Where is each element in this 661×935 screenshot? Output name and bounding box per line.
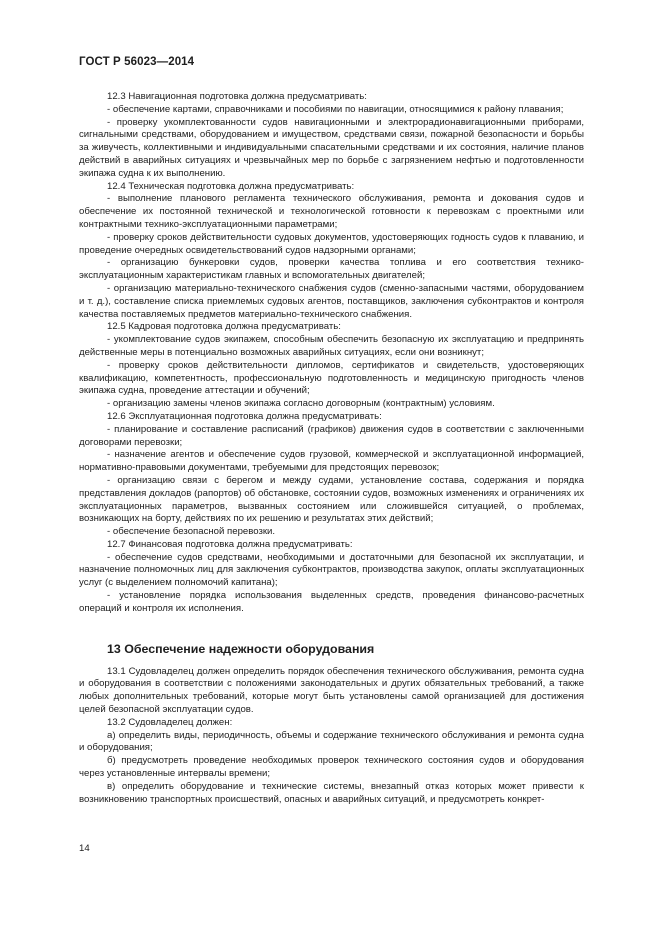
page-number: 14	[79, 843, 90, 854]
paragraph: 13.2 Судовладелец должен:	[107, 716, 233, 728]
paragraph: в) определить оборудование и технические системы, внезапный отказ которых может привести к возникновению транспортных происшествий, опасных и аварийных ситуаций, и предусмотреть конкрет-	[79, 780, 584, 805]
paragraph: 12.6 Эксплуатационная подготовка должна предусматривать:	[107, 410, 382, 422]
paragraph: а) определить виды, периодичность, объемы и содержание технического обслуживания и ремонта судна и оборудования;	[79, 729, 584, 754]
paragraph: 12.3 Навигационная подготовка должна предусматривать:	[107, 91, 367, 102]
paragraph: б) предусмотреть проведение необходимых проверок технического состояния судов и оборудования через установленные интервалы времени;	[79, 755, 584, 780]
paragraph: - планирование и составление расписаний (графиков) движения судов в соответствии с заключенными договорами перевозки;	[79, 423, 584, 448]
paragraph: - проверку сроков действительности дипломов, сертификатов и свидетельств, удостоверяющих квалификацию, компетентность, профессиональную подготовленность и медицинскую пригодность членов экипажа судна, проведение аттестации и обучений;	[79, 359, 584, 397]
paragraph: - организацию материально-технического снабжения судов (сменно-запасными частями, оборудованием и т. д.), составление списка приемлемых судовых агентов, поставщиков, заключения субконтрактов и контроля качества поставляемых предметов материально-технического снабжения.	[79, 282, 584, 320]
document-header: ГОСТ Р 56023—2014	[79, 56, 195, 68]
paragraph: - обеспечение картами, справочниками и пособиями по навигации, относящимися к району плавания;	[107, 103, 564, 115]
paragraph: - организацию замены членов экипажа согласно договорным (контрактным) условиям.	[107, 398, 495, 410]
section-title: 13 Обеспечение надежности оборудования	[107, 641, 375, 656]
document-body	[79, 91, 584, 806]
paragraph: - проверку укомплектованности судов навигационными и электрорадионавигационными приборами, сигнальными средствами, оборудованием и имуществом, средствами связи, пожарной безопасности и борьбы за живучесть, коллективными и индивидуальными спасательными средствами и их состояния, наличие планов действий в аварийных ситуациях и чрезвычайных мер по борьбе с загрязнением нефтью и подготовленности экипажа судна к их выполнению.	[79, 116, 584, 179]
paragraph: 12.4 Техническая подготовка должна предусматривать:	[107, 180, 355, 192]
paragraph: 12.5 Кадровая подготовка должна предусматривать:	[107, 321, 341, 333]
paragraph: - организацию связи с берегом и между судами, установление состава, содержания и порядка представления докладов (рапортов) об обстановке, состоянии судов, возможных изменениях и ограничениях их эксплуатационных параметров, вызванных состоянием или сложившейся ситуацией, о проблемах, возникающих на борту, действиях по их решению и результатах этих действий;	[79, 474, 584, 525]
paragraph: - укомплектование судов экипажем, способным обеспечить безопасную их эксплуатацию и предпринять действенные меры в потенциально возможных аварийных ситуациях, если они возникнут;	[79, 334, 584, 358]
paragraph: - установление порядка использования выделенных средств, проведения финансово-расчетных операций и контроля их исполнения.	[79, 590, 584, 614]
paragraph: 12.7 Финансовая подготовка должна предусматривать:	[107, 538, 353, 550]
paragraph: 13.1 Судовладелец должен определить порядок обеспечения технического обслуживания, ремонта судна и оборудования в соответствии с положениями законодательных и других обязательных требований, а также любых дополнительных требований, которые могут быть установлены самой организацией для достижения целей безопасной эксплуатации судов.	[79, 665, 584, 716]
paragraph: - проверку сроков действительности судовых документов, удостоверяющих годность судов к плаванию, и проведение очередных освидетельствований судов надзорными органами;	[79, 231, 584, 256]
paragraph: - организацию бункеровки судов, проверки качества топлива и его соответствия технико-эксплуатационным характеристикам главных и вспомогательных двигателей;	[79, 257, 584, 282]
paragraph: - выполнение планового регламента технического обслуживания, ремонта и докования судов и обеспечение их постоянной технической и технологической готовности к перевозкам с проектными или контрактными технико-эксплуатационными параметрами;	[79, 193, 584, 230]
paragraph: - назначение агентов и обеспечение судов грузовой, коммерческой и эксплуатационной информацией, нормативно-правовыми документами, требуемыми для предстоящих перевозок;	[79, 449, 584, 474]
paragraph: - обеспечение безопасной перевозки.	[107, 526, 276, 538]
paragraph: - обеспечение судов средствами, необходимыми и достаточными для безопасной их эксплуатации, и назначение полномочных лиц для заключения субконтрактов, производства закупок, оплаты эксплуатационных услуг (с выделением полномочий капитана);	[79, 551, 584, 589]
